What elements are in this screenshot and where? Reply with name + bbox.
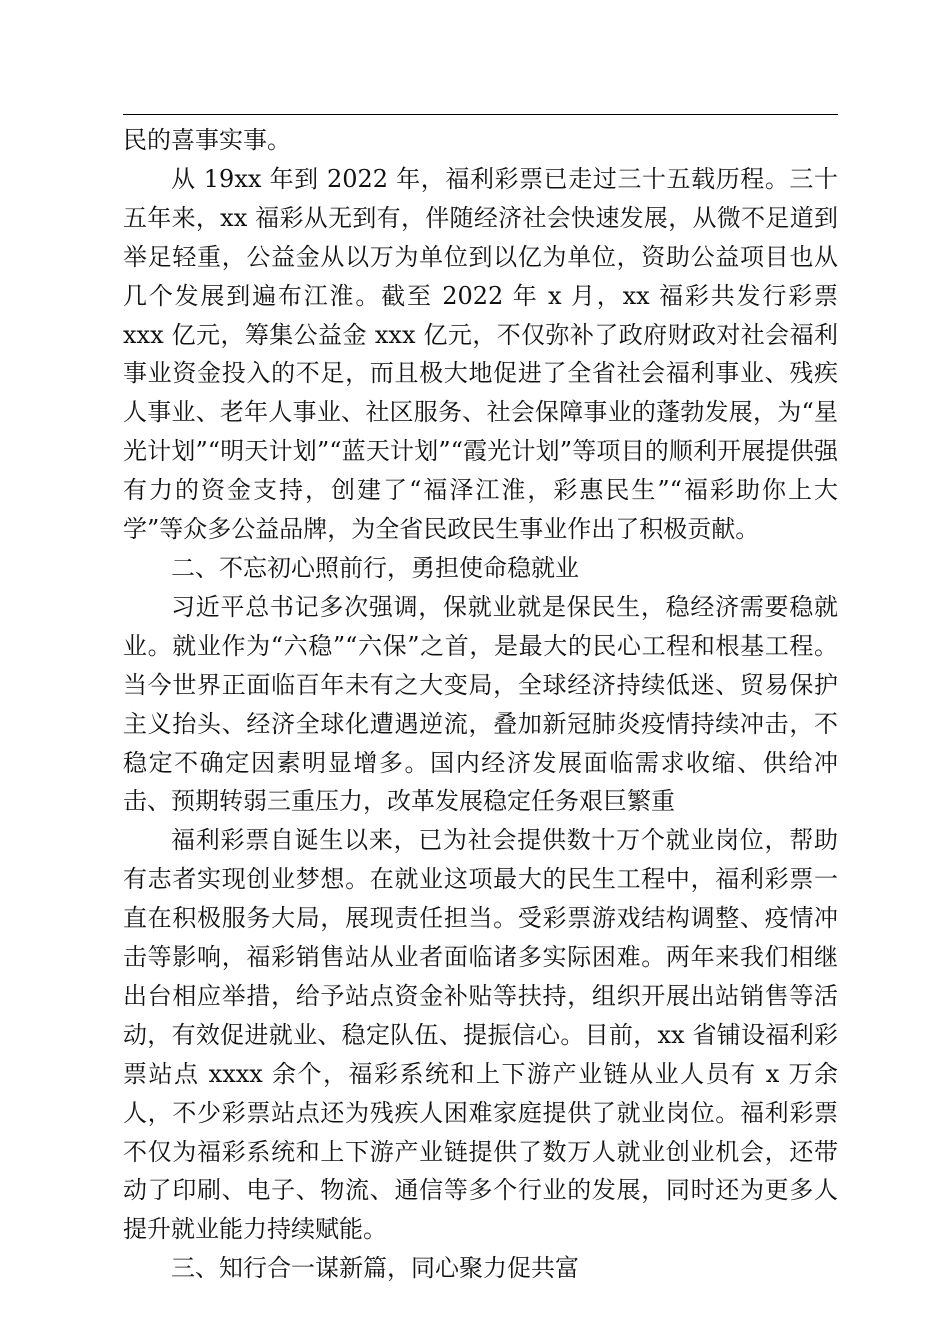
paragraph-lottery-jobs: 福利彩票自诞生以来，已为社会提供数十万个就业岗位，帮助有志者实现创业梦想。在就业这项最大的民生工程中，福利彩票一直在积极服务大局，展现责任担当。受彩票游戏结构调整、疫情冲击等影响，福彩销售站从业者面临诸多实际困难。两年来我们相继出台相应举措，给予站点资金补贴等扶持，组织开展出站销售等活动，有效促进就业、稳定队伍、提振信心。目前，xx 省铺设福利彩票站点 xxxx 余个，福彩系统和上下游产业链从业人员有 x 万余人，不少彩票站点还为残疾人困难家庭提供了就业岗位。福利彩票不仅为福彩系统和上下游产业链提供了数万人就业创业机会，还带动了印刷、电子、物流、通信等多个行业的发展，同时还为更多人提升就业能力持续赋能。 [123,826,838,1244]
section-heading-3: 三、知行合一谋新篇，同心聚力促共富 [171,1254,579,1283]
body-text [123,121,838,1288]
paragraph-history: 从 19xx 年到 2022 年，福利彩票已走过三十五载历程。三十五年来，xx 福彩从无到有，伴随经济社会快速发展，从微不足道到举足轻重，公益金从以万为单位到以亿为单位，资助公益项目也从几个发展到遍布江淮。截至 2022 年 x 月，xx 福彩共发行彩票 xxx 亿元，筹集公益金 xxx 亿元，不仅弥补了政府财政对社会福利事业资金投入的不足，而且极大地促进了全省社会福利事业、残疾人事业、老年人事业、社区服务、社会保障事业的蓬勃发展，为“星光计划”“明天计划”“蓝天计划”“霞光计划”等项目的顺利开展提供强有力的资金支持，创建了“福泽江淮，彩惠民生”“福彩助你上大学”等众多公益品牌，为全省民政民生事业作出了积极贡献。 [123,164,838,544]
section-heading-2: 二、不忘初心照前行，勇担使命稳就业 [171,553,579,582]
paragraph-continuation: 民的喜事实事。 [123,126,291,154]
paragraph-employment-policy: 习近平总书记多次强调，保就业就是保民生，稳经济需要稳就业。就业作为“六稳”“六保”之首，是最大的民心工程和根基工程。当今世界正面临百年未有之大变局，全球经济持续低迷、贸易保护主义抬头、经济全球化遭遇逆流，叠加新冠肺炎疫情持续冲击，不稳定不确定因素明显增多。国内经济发展面临需求收缩、供给冲击、预期转弱三重压力，改革发展稳定任务艰巨繁重 [123,592,838,816]
header-rule [123,114,838,115]
